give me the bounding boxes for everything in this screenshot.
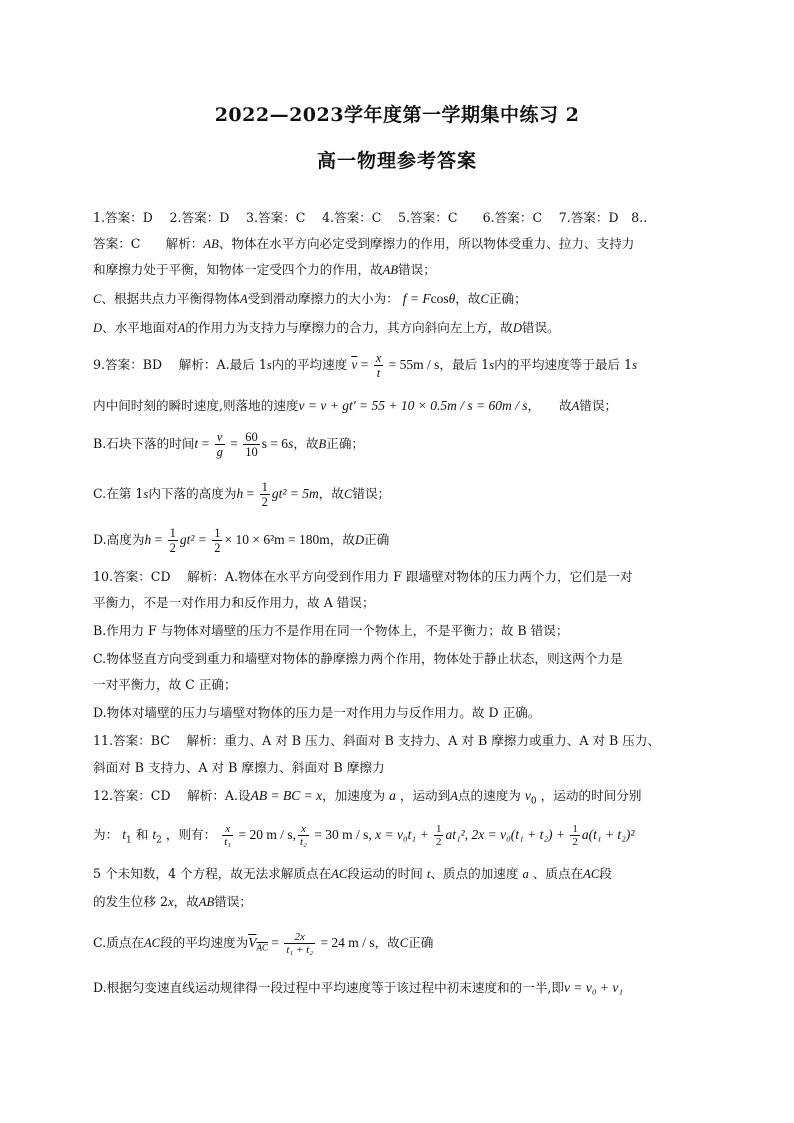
option-c: C bbox=[93, 292, 102, 306]
var-h: h bbox=[144, 532, 152, 547]
q9-text: ，故 bbox=[293, 436, 319, 451]
q10-line4: C.物体竖直方向受到重力和墙壁对物体的静摩擦力两个作用，物体处于静止状态，则这两个力是 bbox=[93, 651, 623, 666]
q12-text: 段 bbox=[599, 866, 612, 881]
total-height-formula bbox=[144, 526, 330, 556]
q12-text: ，则有： bbox=[165, 827, 217, 842]
frac-den: 2 bbox=[169, 541, 176, 556]
var-a: a bbox=[389, 788, 396, 803]
option-b: B bbox=[318, 437, 327, 451]
avg-velocity-rule: v = v₀ + v₁ bbox=[564, 980, 624, 995]
q9-line5 bbox=[93, 524, 389, 556]
eq: = bbox=[198, 436, 213, 451]
frac-num: 1 bbox=[572, 823, 578, 836]
q12-line6 bbox=[93, 980, 623, 996]
q10-line2: 平衡力，不是一对作用力和反作用力，故 A 错误； bbox=[93, 595, 375, 610]
formula-value: = 55m / s bbox=[385, 357, 440, 372]
q9-text: B.石块下落的时间 bbox=[93, 436, 195, 451]
frac-num: 60 bbox=[245, 430, 258, 445]
formula-part: at₁² bbox=[445, 827, 465, 842]
q9-text: 内的平均速度等于最后 1 bbox=[494, 357, 633, 372]
q12-text: 、质点在 bbox=[532, 866, 584, 881]
q9-text: ，最后 1 bbox=[439, 357, 490, 372]
q8-line2 bbox=[93, 236, 634, 252]
q12-text: 为： bbox=[93, 827, 119, 842]
frac-num: 1 bbox=[169, 526, 176, 541]
q9-text: 正确； bbox=[326, 436, 364, 451]
frac-den: 10 bbox=[245, 445, 258, 460]
q8-text: 、水平地面对 bbox=[102, 320, 178, 335]
frac-num: x bbox=[222, 823, 233, 836]
formula-value: = 30 m / s bbox=[310, 827, 369, 842]
segment-formula: AB = BC = x bbox=[250, 788, 323, 803]
var-a: a bbox=[522, 867, 529, 881]
frac-den: t bbox=[376, 366, 381, 381]
eq: = bbox=[357, 357, 372, 372]
option-c: C bbox=[399, 936, 409, 950]
formula-part: gt² = bbox=[179, 532, 211, 547]
unit-s: s bbox=[288, 436, 294, 451]
q8-line4 bbox=[93, 291, 527, 307]
frac-den: t₁ + t₂ bbox=[286, 944, 314, 957]
formula-theta: θ bbox=[448, 291, 456, 306]
q9-text: 错误； bbox=[579, 398, 618, 413]
frac-num: x bbox=[375, 351, 382, 366]
q12-text: 5 个未知数，4 个方程，故无法求解质点在 bbox=[93, 866, 332, 881]
q9-text: 内的平均速度 bbox=[271, 357, 348, 372]
q11-line2: 斜面对 B 支持力、A 对 B 摩擦力、斜面对 B 摩擦力 bbox=[93, 760, 385, 775]
option-d: D bbox=[354, 533, 365, 547]
formula-lhs: f = F bbox=[402, 291, 431, 306]
q9-text: ，故 bbox=[329, 532, 355, 547]
q12-answer: 12.答案：CD 解析：A.设 bbox=[93, 788, 251, 803]
option-d: D bbox=[93, 321, 103, 335]
q12-line5 bbox=[93, 926, 433, 965]
q9-line1 bbox=[93, 350, 637, 380]
q8-text: 受到滑动摩擦力的大小为： bbox=[247, 291, 399, 306]
formula-value: s = 6 bbox=[261, 436, 289, 451]
q12-text: 和 bbox=[135, 827, 149, 842]
frac-num: v bbox=[215, 430, 225, 445]
subscript: AC bbox=[256, 942, 268, 953]
q9-text: D.高度为 bbox=[93, 532, 145, 547]
q12-text: ，故 bbox=[173, 894, 199, 909]
segment-ac: AC bbox=[331, 867, 348, 881]
eq: = bbox=[268, 935, 283, 950]
formula-part: a(t₁ + t₂)² bbox=[581, 827, 635, 842]
landing-velocity-formula: v = v + gt′ = 55 + 10 × 0.5m / s = 60m / s bbox=[298, 398, 528, 413]
var-t: t bbox=[426, 867, 431, 881]
segment-ac: AC bbox=[583, 867, 600, 881]
var-x: x bbox=[168, 895, 174, 909]
segment-ac: AC bbox=[143, 936, 161, 950]
unit-s: s bbox=[632, 358, 637, 372]
q12-text: 、质点的加速度 bbox=[430, 866, 519, 881]
avg-v: $\overline{v}$ bbox=[351, 357, 358, 372]
formula-value: × 10 × 6²m = 180m bbox=[224, 532, 330, 547]
object-a: A bbox=[177, 321, 186, 335]
formula-part: x = v₀t₁ + bbox=[375, 827, 432, 842]
q8-answer: 答案：C 解析： bbox=[93, 236, 204, 251]
q12-line1 bbox=[93, 788, 641, 810]
q8-text: ，故 bbox=[455, 291, 481, 306]
avg-v: $\overline{V}$ bbox=[248, 935, 257, 950]
q9-text: 内下落的高度为 bbox=[148, 486, 237, 501]
avg-velocity-formula bbox=[351, 351, 440, 381]
eq: = bbox=[151, 532, 166, 547]
q8-line3 bbox=[93, 262, 436, 278]
q12-text: C.质点在 bbox=[93, 935, 144, 950]
frac-den: t₁ bbox=[224, 836, 232, 849]
frac-num: 1 bbox=[214, 526, 221, 541]
q12-text: 的发生位移 2 bbox=[93, 894, 168, 909]
frac-num: x bbox=[298, 823, 309, 836]
var-t1: t bbox=[122, 827, 126, 842]
var-t: t bbox=[194, 436, 199, 451]
q12-text: ，运动到 bbox=[399, 788, 451, 803]
q9-text: 正确 bbox=[364, 532, 390, 547]
option-c: C bbox=[343, 487, 353, 501]
q12-text: ，加速度为 bbox=[322, 788, 386, 803]
q10-line5: 一对平衡力，故 C 正确； bbox=[93, 677, 237, 692]
q12-text: 段的平均速度为 bbox=[160, 935, 249, 950]
q8-text: 错误； bbox=[398, 262, 436, 277]
q1-8-line1 bbox=[93, 210, 647, 226]
q9-answer: 9.答案：BD 解析：A.最后 1 bbox=[93, 357, 267, 372]
option-ab: AB bbox=[198, 895, 215, 909]
q10-line1: 10.答案：CD 解析：A.物体在水平方向受到作用力 F 跟墙壁对物体的压力两个力，它们是一对 bbox=[93, 569, 633, 584]
formula-value: gt² = 5m bbox=[271, 486, 319, 501]
page-subtitle: 高一物理参考答案 bbox=[316, 150, 477, 172]
frac-den: 2 bbox=[214, 541, 221, 556]
var-t2: t bbox=[152, 827, 157, 842]
fall-time-formula bbox=[194, 430, 294, 460]
q12-text: 点的速度为 bbox=[457, 788, 521, 803]
q12-text: D.根据匀变速直线运动规律得一段过程中平均速度等于该过程中初末速度和的一半,即 bbox=[93, 980, 565, 995]
q9-line4 bbox=[93, 478, 390, 510]
object-a: A bbox=[239, 292, 248, 306]
equation-set: $\frac{x}{\text{t₁}}$ = 20 m / s, $\frac{x}{\text{t₂}}$ = 30 m / s, x = v₀t₁ + $\frac{1}{2}$ at₁², 2x = v₀(t₁ + t₂) + $\frac{1}{2}$ a(t₁ + t₂)² bbox=[224, 823, 635, 849]
answers-1-to-8: 1.答案：D 2.答案：D 3.答案：C 4.答案：C 5.答案：C 6.答案：C 7.答案：D 8.. bbox=[93, 210, 648, 225]
q9-text: ，故 bbox=[318, 486, 344, 501]
frac-den: 2 bbox=[261, 495, 268, 510]
q10-line6: D.物体对墙壁的压力与墙壁对物体的压力是一对作用力与反作用力。故 D 正确。 bbox=[93, 705, 541, 720]
q8-text: 的作用力为支持力与摩擦力的合力，其方向斜向左上方，故 bbox=[185, 320, 513, 335]
option-ab: AB bbox=[203, 237, 219, 251]
subscript: 2 bbox=[156, 835, 162, 846]
q11-line1: 11.答案：BC 解析：重力、A 对 B 压力、斜面对 B 支持力、A 对 B 摩擦力或重力、A 对 B 压力、 bbox=[93, 733, 661, 748]
point-a: A bbox=[450, 789, 458, 803]
q9-text: ， 故 bbox=[527, 398, 572, 413]
q12-text: ，运动的时间分别 bbox=[540, 788, 642, 803]
eq: = bbox=[243, 486, 258, 501]
ac-avg-velocity-formula bbox=[248, 931, 375, 957]
q9-text: 内中间时刻的瞬时速度,则落地的速度 bbox=[93, 398, 299, 413]
q12-text: 错误； bbox=[214, 894, 252, 909]
option-c: C bbox=[480, 292, 489, 306]
q10-line3: B.作用力 F 与物体对墙壁的压力不是作用在同一个物体上，不是平衡力；故 B 错误； bbox=[93, 623, 569, 638]
q8-text: 、根据共点力平衡得物体 bbox=[101, 291, 240, 306]
q12-line3 bbox=[93, 866, 612, 882]
q8-text: 、物体在水平方向必定受到摩擦力的作用，所以物体受重力、拉力、支持力 bbox=[218, 236, 635, 251]
option-d: D bbox=[512, 321, 522, 335]
frac-den: 2 bbox=[435, 836, 442, 849]
formula-value: = 24 m / s bbox=[317, 935, 375, 950]
eq: = bbox=[226, 436, 242, 451]
height-first-second-formula bbox=[236, 480, 319, 510]
frac-den: g bbox=[216, 445, 223, 460]
q8-line5 bbox=[93, 320, 560, 336]
q12-line2 bbox=[93, 818, 634, 858]
unit-s: s bbox=[143, 487, 149, 501]
q9-line2 bbox=[93, 398, 617, 414]
q8-text: 正确； bbox=[488, 291, 527, 306]
q12-text: ，故 bbox=[374, 935, 400, 950]
var-h: h bbox=[236, 486, 244, 501]
page-title: 2022—2023学年度第一学期集中练习 2 bbox=[214, 104, 580, 126]
frac-num: 1 bbox=[435, 823, 442, 836]
subscript: 0 bbox=[530, 796, 537, 807]
unit-s: s bbox=[489, 358, 495, 372]
frac-num: 2x bbox=[284, 931, 315, 944]
frac-den: 2 bbox=[572, 836, 578, 849]
option-ab: AB bbox=[382, 263, 399, 277]
option-a: A bbox=[571, 399, 580, 413]
q9-line3 bbox=[93, 428, 364, 460]
formula-part: 2x = v₀(t₁ + t₂) + bbox=[471, 827, 569, 842]
q9-text: 错误； bbox=[352, 486, 391, 501]
q12-text: 正确 bbox=[408, 935, 434, 950]
var-v0: v bbox=[524, 788, 531, 803]
formula-cos: cos bbox=[430, 291, 449, 306]
friction-formula bbox=[403, 291, 456, 306]
unit-s: s bbox=[266, 358, 272, 372]
formula-value: = 20 m / s bbox=[235, 827, 293, 842]
subscript: 1 bbox=[125, 835, 132, 846]
q8-text: 和摩擦力处于平衡，知物体一定受四个力的作用，故 bbox=[93, 262, 383, 277]
frac-den: t₂ bbox=[300, 836, 307, 849]
q12-line4 bbox=[93, 894, 252, 910]
q8-text: 错误。 bbox=[521, 320, 560, 335]
frac-num: 1 bbox=[261, 480, 268, 495]
q12-text: 段运动的时间 bbox=[347, 866, 423, 881]
q9-text: C.在第 1 bbox=[93, 486, 144, 501]
